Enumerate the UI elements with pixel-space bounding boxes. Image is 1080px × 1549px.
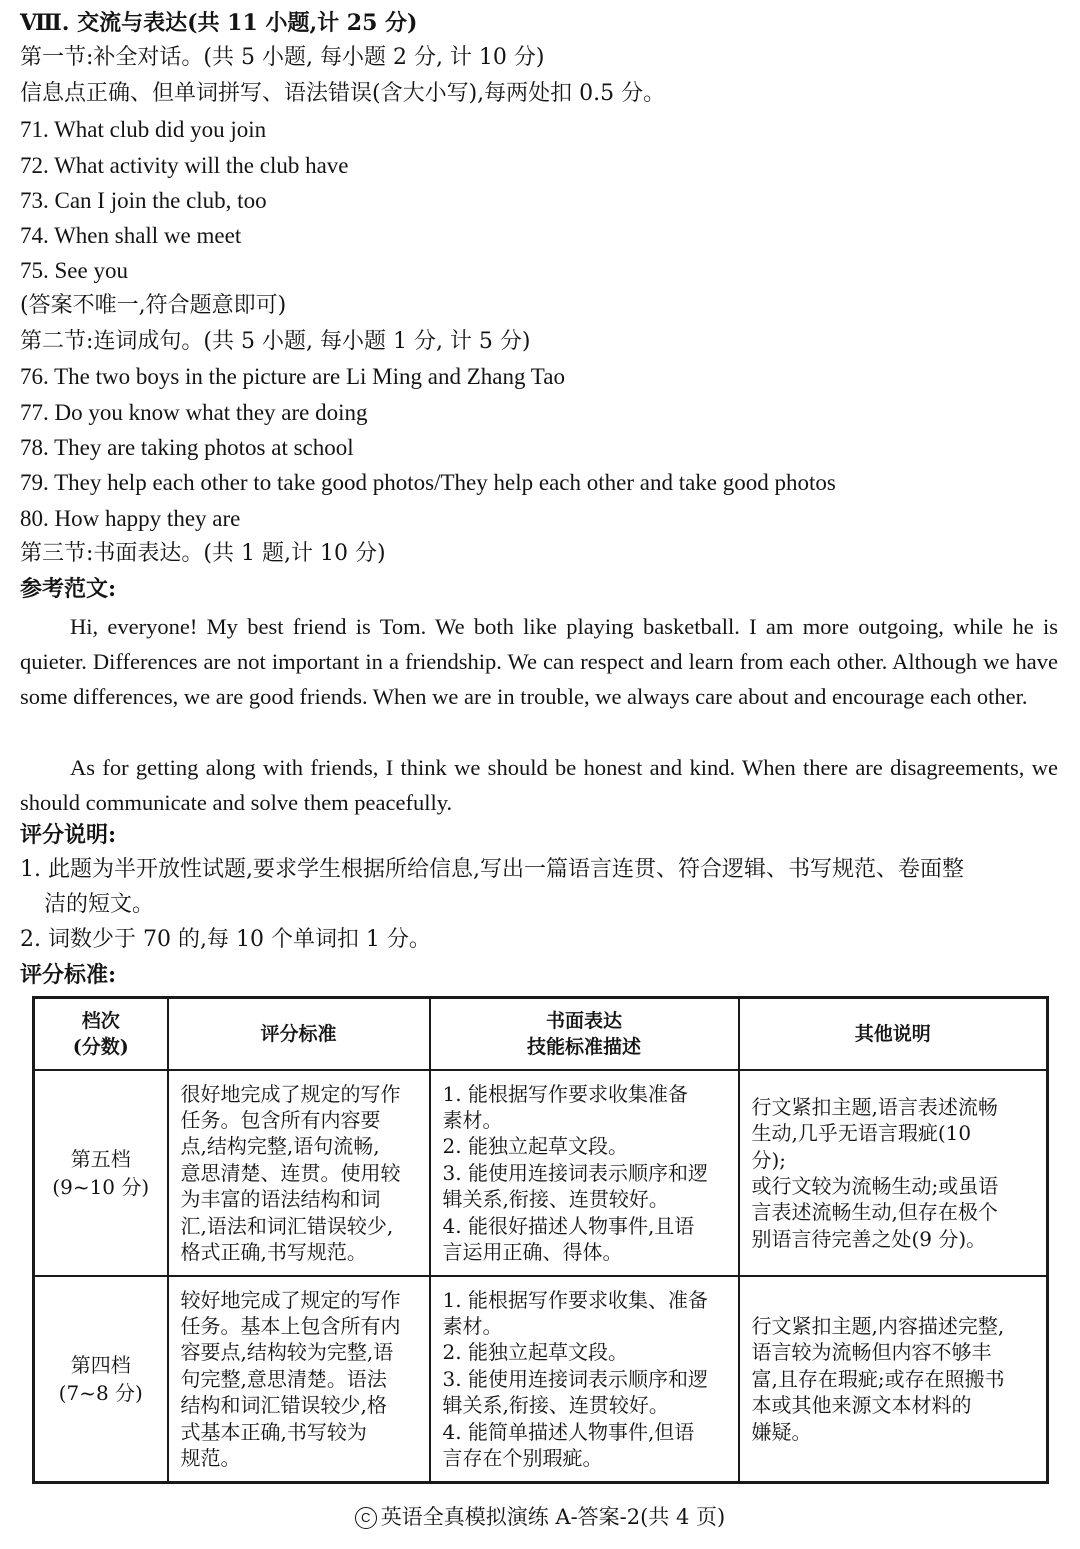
sample-label: 参考范文:	[20, 576, 117, 602]
answer-78: 78. They are taking photos at school	[20, 435, 354, 460]
answer-73: 73. Can I join the club, too	[20, 188, 267, 213]
table-row	[34, 1276, 1048, 1483]
rubric-table	[32, 996, 1049, 1484]
standard-label: 评分标准:	[20, 962, 117, 988]
table-row	[34, 1070, 1048, 1276]
rubric-header-row	[34, 998, 1048, 1071]
footer-text: 英语全真模拟演练 A-答案-2(共 4 页)	[380, 1505, 726, 1529]
criteria-cell: 很好地完成了规定的写作 任务。包含所有内容要 点,结构完整,语句流畅, 意思清楚、连贯。使用较 为丰富的语法结构和词 汇,语法和词汇错误较少, 格式正确,书写规范。	[168, 1070, 430, 1276]
scoring-note-2: 2. 词数少于 70 的,每 10 个单词扣 1 分。	[20, 927, 431, 952]
scoring-label: 评分说明:	[20, 822, 117, 848]
answer-72: 72. What activity will the club have	[20, 153, 349, 178]
level-cell: 第四档 (7~8 分)	[34, 1276, 168, 1483]
answer-76: 76. The two boys in the picture are Li Ming and Zhang Tao	[20, 364, 565, 389]
answer-77: 77. Do you know what they are doing	[20, 400, 368, 425]
criteria-cell: 较好地完成了规定的写作 任务。基本上包含所有内 容要点,结构较为完整,语 句完整,意思清楚。语法 结构和词汇错误较少,格 式基本正确,书写较为 规范。	[168, 1276, 430, 1483]
answer-75: 75. See you	[20, 258, 128, 283]
page-footer	[0, 1503, 1080, 1531]
scoring-note-1-cont: 洁的短文。	[44, 892, 155, 917]
skills-cell: 1. 能根据写作要求收集准备 素材。 2. 能独立起草文段。 3. 能使用连接词表示顺序和逻 辑关系,衔接、连贯较好。 4. 能很好描述人物事件,且语 言运用正确、得体。	[430, 1070, 739, 1276]
answer-79: 79. They help each other to take good photos/They help each other and take good photos	[20, 470, 836, 495]
level-cell: 第五档 (9~10 分)	[34, 1070, 168, 1276]
part3-header: 第三节:书面表达。(共 1 题,计 10 分)	[20, 541, 386, 566]
part1-note: 信息点正确、但单词拼写、语法错误(含大小写),每两处扣 0.5 分。	[20, 81, 666, 106]
header-level: 档次 (分数)	[34, 998, 168, 1071]
sample-paragraph-2: As for getting along with friends, I think we should be honest and kind. When there are disagreements, we should communicate and solve them peacefully.	[20, 755, 1058, 816]
part1-remark: (答案不唯一,符合题意即可)	[20, 293, 287, 318]
header-notes: 其他说明	[739, 998, 1048, 1071]
part1-header: 第一节:补全对话。(共 5 小题, 每小题 2 分, 计 10 分)	[20, 45, 545, 70]
answer-74: 74. When shall we meet	[20, 223, 242, 248]
sample-paragraph-1: Hi, everyone! My best friend is Tom. We both like playing basketball. I am more outgoing, while he is quieter. Differences are not important in a friendship. We can respect and learn from each other. Although we have some differences, we are good friends. When we are in trouble, we always care about and encourage each other.	[20, 614, 1058, 710]
answer-80: 80. How happy they are	[20, 506, 241, 531]
notes-cell: 行文紧扣主题,内容描述完整, 语言较为流畅但内容不够丰 富,且存在瑕疵;或存在照搬书 本或其他来源文本材料的 嫌疑。	[739, 1276, 1048, 1483]
header-criteria: 评分标准	[168, 998, 430, 1071]
section-title: Ⅷ. 交流与表达(共 11 小题,计 25 分)	[20, 10, 418, 36]
notes-cell: 行文紧扣主题,语言表述流畅 生动,几乎无语言瑕疵(10 分); 或行文较为流畅生动;或虽语 言表述流畅生动,但存在极个 别语言待完善之处(9 分)。	[739, 1070, 1048, 1276]
header-skills: 书面表达 技能标准描述	[430, 998, 739, 1071]
answer-71: 71. What club did you join	[20, 117, 267, 142]
copyright-icon: C	[355, 1507, 377, 1529]
part2-header: 第二节:连词成句。(共 5 小题, 每小题 1 分, 计 5 分)	[20, 329, 531, 354]
skills-cell: 1. 能根据写作要求收集、准备 素材。 2. 能独立起草文段。 3. 能使用连接词表示顺序和逻 辑关系,衔接、连贯较好。 4. 能简单描述人物事件,但语 言存在个别瑕疵。	[430, 1276, 739, 1483]
scoring-note-1: 1. 此题为半开放性试题,要求学生根据所给信息,写出一篇语言连贯、符合逻辑、书写规范、卷面整	[20, 857, 964, 882]
